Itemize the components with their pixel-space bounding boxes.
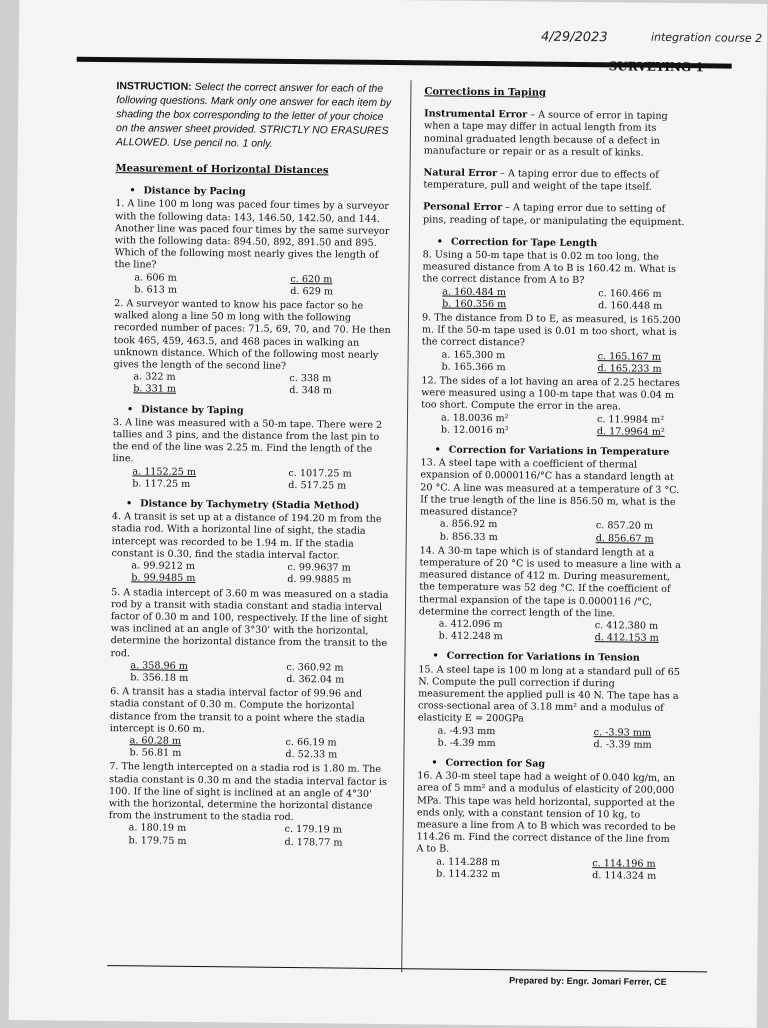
section-title: Measurement of Horizontal Distances xyxy=(115,163,329,177)
answer-option: a. 99.9212 m xyxy=(131,560,196,573)
answer-option: d. 362.04 m xyxy=(286,673,345,686)
answer-option: a. 180.19 m xyxy=(128,822,187,835)
answer-option: c. 360.92 m xyxy=(286,661,344,674)
answer-option: c. 114.196 m xyxy=(592,857,656,870)
answer-option: d. 52.33 m xyxy=(285,749,338,761)
answer-option: a. 606 m xyxy=(134,271,177,284)
topic-list xyxy=(416,236,685,883)
answer-options xyxy=(441,412,683,439)
answer-option: c. 160.466 m xyxy=(598,287,662,300)
answer-options xyxy=(128,823,386,850)
answer-option: d. 99.9885 m xyxy=(287,574,352,586)
definition xyxy=(423,167,685,194)
question-text: 16. A 30-m steel tape had a weight of 0.040 kg/m, an area of 5 mm² and a modulus of elasticity of 200,000 MPa. This tape was held horizontal, supported at the ends only, with a constant tension of 10 kg, to measure a line from A to B which was recorded to be 114.26 m. Find the correct distance of the line from A to B. xyxy=(416,770,676,856)
answer-option: c. 179.19 m xyxy=(284,824,342,836)
answer-option: d. 856.67 m xyxy=(595,532,654,545)
question-text: 9. The distance from D to E, as measured, is 165.200 m. If the 50-m tape used is 0.01 m too short, what is the correct distance? xyxy=(421,312,681,349)
answer-option: b. 356.18 m xyxy=(130,672,189,684)
topic-heading: • Correction for Variations in Tension xyxy=(432,651,680,666)
answer-option: d. 178.77 m xyxy=(284,836,343,849)
answer-option: c. 620 m xyxy=(290,273,333,286)
definition-text: – A taping error due to setting of pins, reading of tape, or manipulating the equipment. xyxy=(423,202,685,228)
definition-term: Personal Error xyxy=(423,201,503,214)
answer-option: b. 331 m xyxy=(133,383,177,396)
definition-text: – A taping error due to effects of temperature, pull and weight of the tape itself. xyxy=(423,168,659,193)
answer-option: c. -3.93 mm xyxy=(593,726,652,739)
question-text: 3. A line was measured with a 50-m tape. There were 2 tallies and 3 pins, and the distance from the last pin to the end of the line was 2.25 m. Find the length of the line. xyxy=(112,416,383,465)
left-column xyxy=(108,79,394,852)
answer-option: d. -3.39 mm xyxy=(593,738,652,751)
definition xyxy=(424,109,686,161)
answer-option: c. 66.19 m xyxy=(285,736,337,749)
definition-term: Instrumental Error xyxy=(424,108,528,121)
handwritten-note: integration course 2 xyxy=(650,30,763,45)
question-text: 13. A steel tape with a coefficient of thermal expansion of 0.0000116/°C has a standard length at 20 °C. A line was measured at a temperature of 3 °C. If the true length of the line is 856.50 m, what is the measured distance? xyxy=(419,457,680,519)
answer-options xyxy=(134,272,392,299)
answer-option: a. 18.0036 m² xyxy=(440,412,509,424)
answer-option: b. 117.25 m xyxy=(132,478,191,490)
answer-option: c. 1017.25 m xyxy=(288,467,352,480)
answer-option: b. 99.9485 m xyxy=(131,572,196,585)
answer-option: c. 99.9637 m xyxy=(287,562,351,574)
instruction-block xyxy=(116,79,395,152)
definition-term: Natural Error xyxy=(423,167,498,180)
answer-option: a. 60.28 m xyxy=(129,735,182,747)
question-text: 8. Using a 50-m tape that is 0.02 m too long, the measured distance from A to B is 160.42 m. What is the correct distance from A to B? xyxy=(422,249,676,287)
answer-option: c. 165.167 m xyxy=(597,350,661,363)
answer-option: b. 56.81 m xyxy=(129,747,182,759)
header-rule xyxy=(77,57,732,69)
answer-option: d. 114.324 m xyxy=(592,869,657,882)
answer-option: a. 165.300 m xyxy=(441,349,506,361)
topic-heading: • Correction for Tape Length xyxy=(437,236,685,251)
answer-option: d. 165.233 m xyxy=(597,363,662,375)
section-title: Corrections in Taping xyxy=(424,86,547,99)
topic-heading: • Correction for Variations in Temperature xyxy=(435,445,683,460)
question-text: 7. The length intercepted on a stadia rod is 1.80 m. The stadia constant is 0.30 m and the stadia interval factor is 100. If the line of sight is inclined at an angle of 4°30' with the horizontal, determine the horizontal distance from the instrument to the stadia rod. xyxy=(108,761,388,824)
question-text: 4. A transit is set up at a distance of 194.20 m from the stadia rod. With a horizontal line of sight, the stadia intercept was recorded to be 1.94 m. If the stadia constant is 0.30, find the stadia interval factor. xyxy=(111,511,382,562)
answer-option: c. 857.20 m xyxy=(595,520,654,533)
answer-option: b. 165.366 m xyxy=(441,361,506,374)
answer-option: b. 160.356 m xyxy=(442,298,507,311)
topic-heading: • Distance by Tachymetry (Stadia Method) xyxy=(126,498,390,513)
answer-option: b. 179.75 m xyxy=(128,834,187,847)
answer-option: a. 322 m xyxy=(133,371,176,384)
answer-option: d. 629 m xyxy=(290,285,334,298)
answer-option: c. 11.9984 m² xyxy=(596,413,665,426)
answer-options xyxy=(438,725,680,752)
question-text: 5. A stadia intercept of 3.60 m was measured on a stadia rod by a transit with stadia constant and stadia interval factor of 0.30 m and 100, respectively. If the line of sight was inclined at an angle of 3°30' with the horizontal, determine the horizontal distance from the transit to the rod. xyxy=(110,586,389,659)
definition-list xyxy=(423,109,686,229)
answer-option: a. 1152.25 m xyxy=(132,465,197,478)
definition xyxy=(423,202,685,229)
answer-options xyxy=(440,519,682,546)
right-column xyxy=(416,82,686,885)
worksheet-page xyxy=(9,0,768,1028)
answer-options xyxy=(439,618,681,645)
answer-options xyxy=(129,735,387,762)
topic-heading: • Distance by Taping xyxy=(127,404,391,419)
definition-text: – A source of error in taping when a tape may differ in actual length from its nominal graduated length because of a defect in manufacture or repair or as a result of kinks. xyxy=(423,109,668,159)
answer-option: d. 517.25 m xyxy=(288,479,347,492)
column-divider xyxy=(401,80,411,972)
instruction-text: Select the correct answer for each of the following questions. Mark only one answer for each item by shading the box corresponding to the letter of your choice on the answer sheet provided. STRICTLY NO ERASURES ALLOWED. Use pencil no. 1 only. xyxy=(115,80,392,150)
answer-option: a. 358.96 m xyxy=(130,660,188,672)
topic-heading: • Distance by Pacing xyxy=(129,185,393,200)
answer-options xyxy=(442,286,684,313)
answer-option: d. 412.153 m xyxy=(594,632,659,644)
answer-option: b. 856.33 m xyxy=(439,531,498,543)
answer-option: a. 114.288 m xyxy=(436,856,501,868)
answer-options xyxy=(441,349,683,376)
answer-options xyxy=(133,372,391,399)
answer-option: c. 338 m xyxy=(289,373,332,385)
prepared-by: Prepared by: Engr. Jomari Ferrer, CE xyxy=(509,975,667,987)
answer-option: d. 17.9964 m² xyxy=(596,426,665,438)
answer-option: d. 160.448 m xyxy=(598,300,663,312)
answer-options xyxy=(436,856,678,883)
answer-option: a. 412.096 m xyxy=(438,618,503,631)
answer-option: b. 12.0016 m² xyxy=(440,424,509,437)
answer-option: a. 856.92 m xyxy=(439,518,498,531)
answer-option: c. 412.380 m xyxy=(594,620,659,632)
answer-option: d. 348 m xyxy=(289,385,333,397)
question-text: 1. A line 100 m long was paced four times by a surveyor with the following data: 143, 146.50, 142.50, and 144. Another line was paced four times by the same surveyor with the following data: 894.50, 892, 891.50 and 895. Which of the following most nearly gives the length of the line? xyxy=(114,198,390,271)
question-text: 14. A 30-m tape which is of standard length at a temperature of 20 °C is used to measure a line with a measured distance of 412 m. During measurement, the temperature was 52 deg °C. If the coefficient of thermal expansion of the tape is 0.0000116 /°C, determine the correct length of the line. xyxy=(418,545,681,620)
handwritten-date: 4/29/2023 xyxy=(540,29,608,46)
answer-option: b. 412.248 m xyxy=(438,630,503,643)
instruction-label: INSTRUCTION: xyxy=(116,80,192,93)
question-text: 15. A steel tape is 100 m long at a standard pull of 65 N. Compute the pull correction if during measurement the applied pull is 40 N. The tape has a cross-sectional area of 3.18 mm² and a modulus of elasticity E = 200GPa xyxy=(417,663,680,725)
topic-list xyxy=(108,185,393,849)
answer-option: a. -4.93 mm xyxy=(437,725,496,737)
question-text: 2. A surveyor wanted to know his pace factor so he walked along a line 50 m long with the following recorded number of paces: 71.5, 69, 70, and 70. He then took 465, 459, 463.5, and 468 paces in walking an unknown distance. Which of the following most nearly gives the length of the second line? xyxy=(113,298,391,372)
answer-option: b. 613 m xyxy=(134,284,178,296)
answer-option: b. 114.232 m xyxy=(436,868,501,880)
answer-option: a. 160.484 m xyxy=(442,286,507,298)
answer-options xyxy=(131,560,389,587)
topic-heading: • Correction for Sag xyxy=(431,757,679,772)
question-text: 6. A transit has a stadia interval factor of 99.96 and stadia constant of 0.30 m. Compute the horizontal distance from the transit to a point where the stadia intercept is 0.60 m. xyxy=(109,686,366,735)
answer-options xyxy=(130,660,388,687)
question-text: 12. The sides of a lot having an area of 2.25 hectares were measured using a 100-m tape that was 0.04 m too short. Compute the error in the area. xyxy=(421,375,680,413)
answer-option: b. -4.39 mm xyxy=(437,737,496,749)
answer-options xyxy=(132,466,390,493)
footer-rule xyxy=(107,965,707,972)
